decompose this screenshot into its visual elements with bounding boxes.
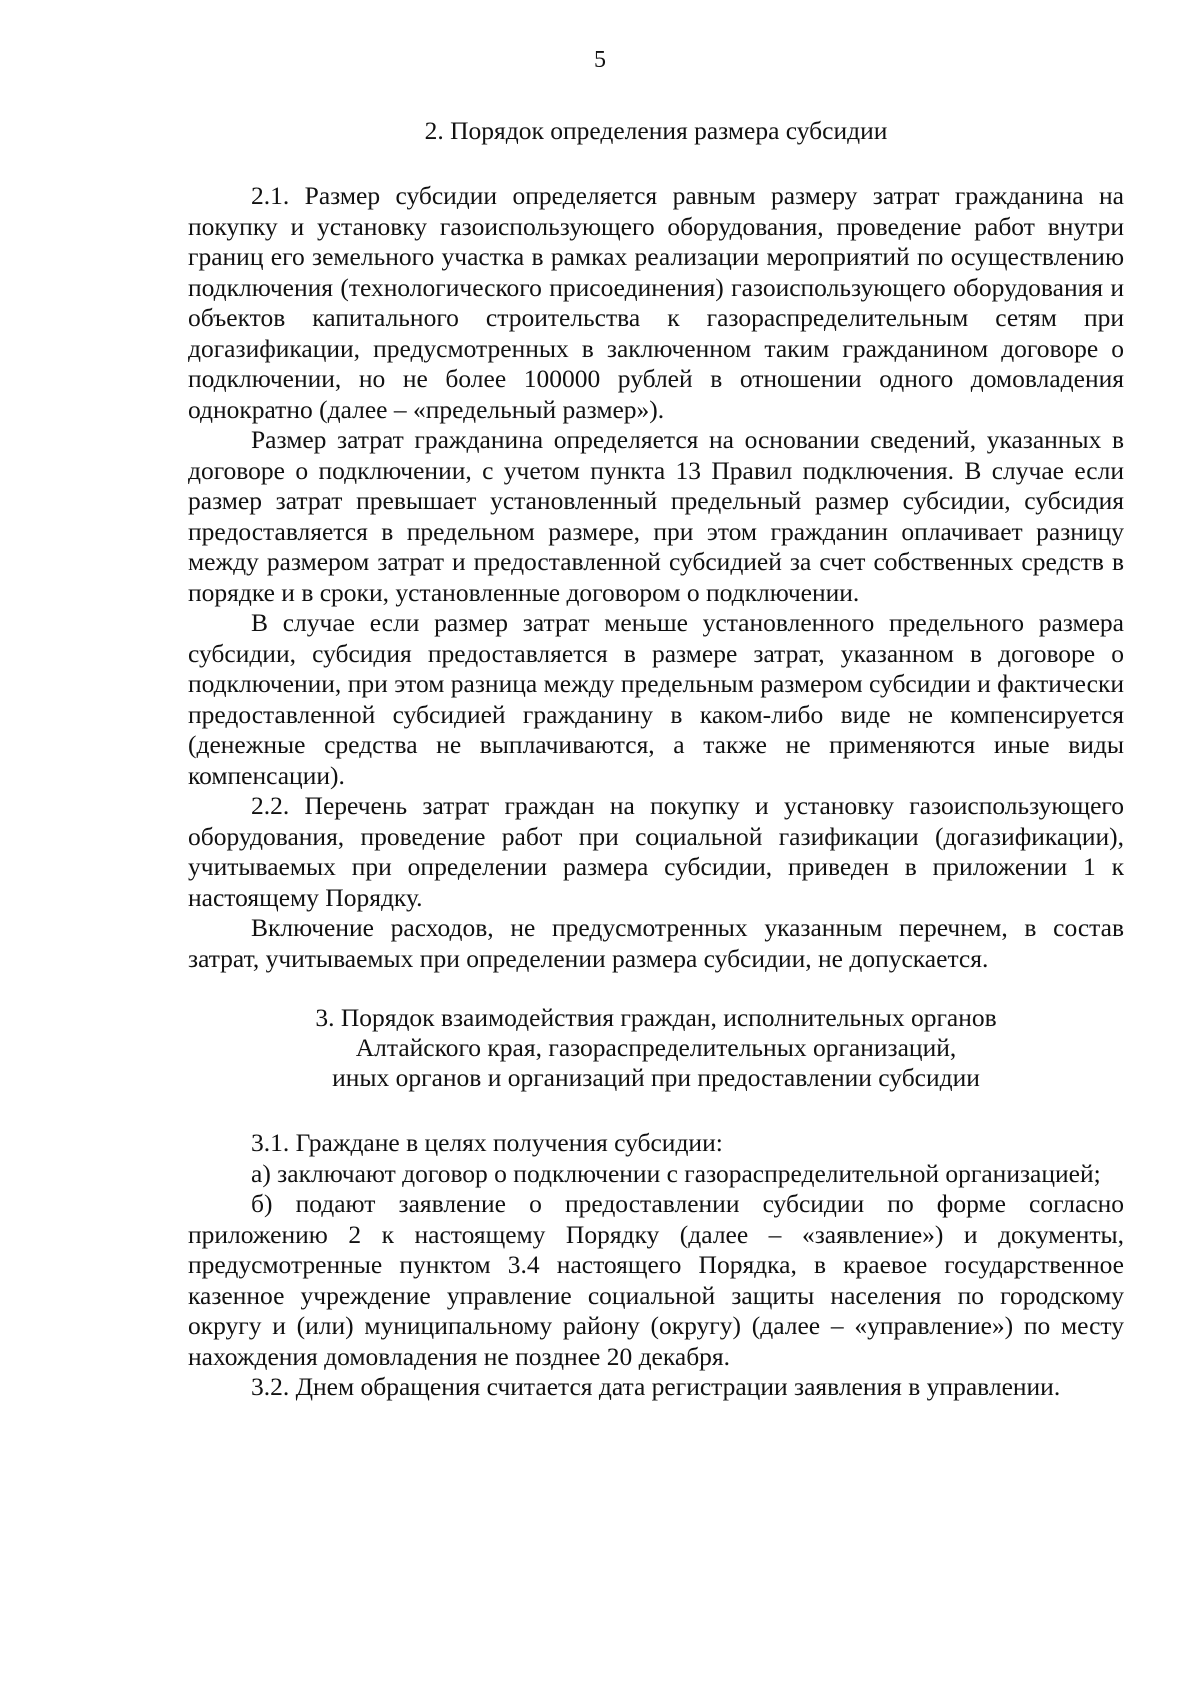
paragraph-cost-basis: Размер затрат гражданина определяется на основании сведений, указанных в договоре о подключении, с учетом пункта 13 Правил подключения. В случае если размер затрат превышает установленный предельный размер субсидии, субсидия предоставляется в предельном размере, при этом гражданин оплачивает разницу между размером затрат и предоставленной субсидией за счет собственных средств в порядке и в сроки, установленные договором о подключении. <box>188 425 1124 607</box>
page-number: 5 <box>594 47 606 73</box>
paragraph-3-1-b: б) подают заявление о предоставлении субсидии по форме согласно приложению 2 к настоящему Порядку (далее – «заявление») и документы, предусмотренные пунктом 3.4 настоящего Порядка, в краевое государственное казенное учреждение управление социальной защиты населения по городскому округу и (или) муниципальному району (округу) (далее – «управление») по месту нахождения домовладения не позднее 20 декабря. <box>188 1189 1124 1371</box>
section-2-title: 2. Порядок определения размера субсидии <box>424 116 888 145</box>
paragraph-cost-less: В случае если размер затрат меньше установленного предельного размера субсидии, субсидия предоставляется в размере затрат, указанном в договоре о подключении, при этом разница между предельным размером субсидии и фактически предоставленной субсидией гражданину в каком-либо виде не компенсируется (денежные средства не выплачиваются, а также не применяются иные виды компенсации). <box>188 608 1124 790</box>
paragraph-3-1: 3.1. Граждане в целях получения субсидии: <box>251 1128 723 1157</box>
paragraph-3-2: 3.2. Днем обращения считается дата регистрации заявления в управлении. <box>251 1372 1061 1401</box>
section-3-title-line-1: 3. Порядок взаимодействия граждан, исполнительных органов <box>315 1003 997 1032</box>
paragraph-2-2: 2.2. Перечень затрат граждан на покупку и установку газоиспользующего оборудования, проведение работ при социальной газификации (догазификации), учитываемых при определении размера субсидии, приведен в приложении 1 к настоящему Порядку. <box>188 791 1124 912</box>
paragraph-exclusion: Включение расходов, не предусмотренных указанным перечнем, в состав затрат, учитываемых при определении размера субсидии, не допускается. <box>188 913 1124 973</box>
document-body <box>188 116 1124 1403</box>
section-3-title-line-2: Алтайского края, газораспределительных организаций, <box>355 1033 957 1062</box>
paragraph-2-1: 2.1. Размер субсидии определяется равным размеру затрат гражданина на покупку и установку газоиспользующего оборудования, проведение работ внутри границ его земельного участка в рамках реализации мероприятий по осуществлению подключения (технологического присоединения) газоиспользующего оборудования и объектов капитального строительства к газораспределительным сетям при догазификации, предусмотренных в заключенном таким гражданином договоре о подключении, но не более 100000 рублей в отношении одного домовладения однократно (далее – «предельный размер»). <box>188 181 1124 424</box>
section-3-title <box>188 1003 1124 1093</box>
paragraph-3-1-a: а) заключают договор о подключении с газораспределительной организацией; <box>251 1158 1101 1188</box>
section-3-title-line-3: иных органов и организаций при предоставлении субсидии <box>332 1063 980 1092</box>
